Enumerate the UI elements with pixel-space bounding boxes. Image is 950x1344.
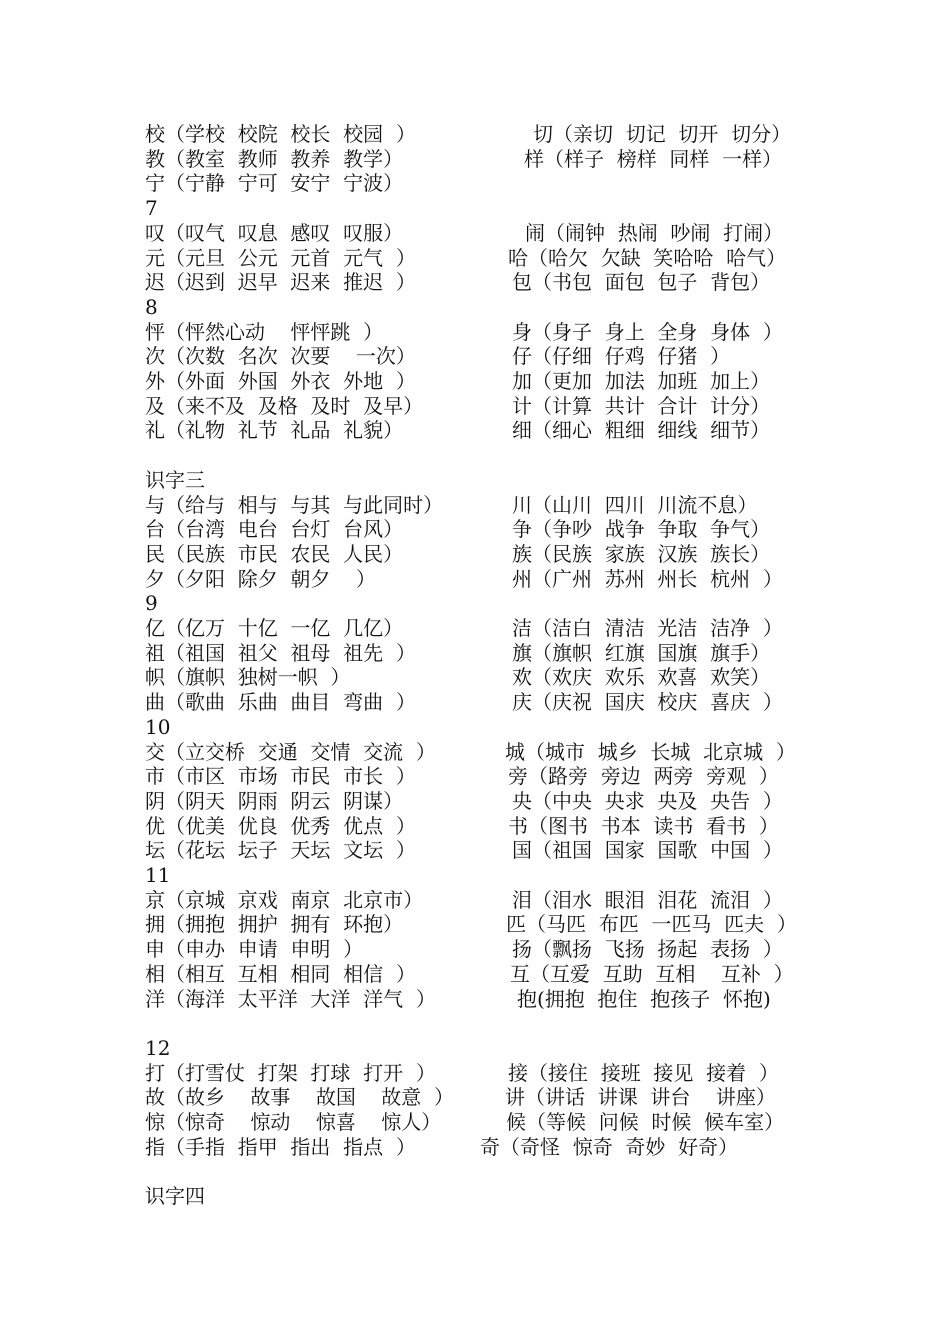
- text-line-left: 8: [145, 294, 158, 319]
- text-line-right: 闹（闹钟 热闹 吵闹 打闹）: [525, 220, 784, 245]
- text-line-right: 包（书包 面包 包子 背包）: [512, 270, 771, 295]
- text-line-right: 互（互爱 互助 互相 互补 ）: [510, 961, 794, 986]
- text-line-left: 怦（怦然心动 怦怦跳 ）: [145, 319, 384, 344]
- text-line-right: 庆（庆祝 国庆 校庆 喜庆 ）: [512, 690, 783, 715]
- text-line-left: 优（优美 优良 优秀 优点 ）: [145, 813, 416, 838]
- text-line-right: 细（细心 粗细 细线 细节）: [512, 418, 771, 443]
- text-line-right: 切（亲切 切记 切开 切分）: [533, 122, 792, 146]
- text-line-left: 及（来不及 及格 及时 及早）: [145, 393, 424, 418]
- text-line-right: 扬（飘扬 飞扬 扬起 表扬 ）: [512, 937, 783, 962]
- text-line-left: 迟（迟到 迟早 迟来 推迟 ）: [145, 270, 416, 295]
- text-line-right: 候（等候 问候 时候 候车室）: [506, 1110, 785, 1134]
- text-line-left: 12: [145, 1035, 171, 1060]
- text-line-left: 识字四: [145, 1184, 205, 1209]
- text-line-right: 接（接住 接班 接见 接着 ）: [508, 1060, 779, 1085]
- text-line-right: 州（广州 苏州 州长 杭州 ）: [512, 566, 783, 591]
- text-line-left: 帜（旗帜 独树一帜 ）: [145, 665, 351, 690]
- text-line-right: 样（样子 榜样 同样 一样）: [524, 146, 783, 171]
- text-line-right: 匹（马匹 布匹 一匹马 匹夫 ）: [506, 912, 797, 937]
- text-line-right: 国（祖国 国家 国歌 中国 ）: [512, 838, 783, 863]
- text-line-left: 校（学校 校院 校长 校园 ）: [145, 122, 416, 146]
- text-line-right: 仔（仔细 仔鸡 仔猪 ）: [512, 344, 731, 369]
- text-line-left: 故（故乡 故事 故国 故意 ）: [145, 1085, 455, 1110]
- text-line-right: 央（中央 央求 央及 央告 ）: [512, 788, 783, 813]
- text-line-left: 曲（歌曲 乐曲 曲目 弯曲 ）: [145, 690, 416, 715]
- text-line-right: 族（民族 家族 汉族 族长）: [512, 541, 771, 566]
- text-line-left: 7: [145, 196, 158, 221]
- text-line-right: 奇（奇怪 惊奇 奇妙 好奇）: [480, 1134, 739, 1159]
- text-line-left: 市（市区 市场 市民 市长 ）: [145, 764, 416, 789]
- text-line-left: 台（台湾 电台 台灯 台风）: [145, 517, 404, 542]
- text-line-left: 相（相互 互相 相同 相信 ）: [145, 961, 416, 986]
- text-line-left: 叹（叹气 叹息 感叹 叹服）: [145, 220, 404, 245]
- text-line-left: 指（手指 指甲 指出 指点 ）: [145, 1134, 416, 1159]
- text-line-left: 打（打雪仗 打架 打球 打开 ）: [145, 1060, 436, 1085]
- text-line-left: 元（元旦 公元 元首 元气 ）: [145, 245, 416, 270]
- text-line-right: 抱(拥抱 抱住 抱孩子 怀抱): [517, 986, 771, 1011]
- text-line-left: 次（次数 名次 次要 一次）: [145, 344, 416, 369]
- text-line-left: 坛（花坛 坛子 天坛 文坛 ）: [145, 838, 416, 863]
- text-line-right: 泪（泪水 眼泪 泪花 流泪 ）: [512, 887, 783, 912]
- text-line-left: 与（给与 相与 与其 与此同时）: [145, 492, 444, 517]
- text-line-left: 礼（礼物 礼节 礼品 礼貌）: [145, 418, 404, 443]
- text-line-left: 祖（祖国 祖父 祖母 祖先 ）: [145, 640, 416, 665]
- text-line-right: 城（城市 城乡 长城 北京城 ）: [505, 739, 796, 764]
- text-line-left: 宁（宁静 宁可 安宁 宁波）: [145, 171, 404, 196]
- text-line-left: 京（京城 京戏 南京 北京市）: [145, 887, 424, 912]
- text-line-left: 外（外面 外国 外衣 外地 ）: [145, 369, 416, 393]
- text-line-left: 交（立交桥 交通 交情 交流 ）: [145, 739, 436, 764]
- text-line-left: 10: [145, 714, 171, 739]
- text-line-left: 11: [145, 863, 171, 887]
- text-line-left: 申（申办 申请 申明 ）: [145, 937, 364, 962]
- text-line-right: 争（争吵 战争 争取 争气）: [512, 517, 771, 542]
- text-line-right: 欢（欢庆 欢乐 欢喜 欢笑）: [512, 665, 771, 690]
- text-line-right: 计（计算 共计 合计 计分）: [512, 393, 771, 418]
- text-line-right: 川（山川 四川 川流不息）: [512, 492, 758, 517]
- text-line-left: 阴（阴天 阴雨 阴云 阴谋）: [145, 788, 404, 813]
- text-line-right: 讲（讲话 讲课 讲台 讲座）: [505, 1085, 776, 1110]
- text-line-right: 旁（路旁 旁边 两旁 旁观 ）: [508, 764, 779, 789]
- text-line-left: 民（民族 市民 农民 人民）: [145, 541, 404, 566]
- text-line-right: 身（身子 身上 全身 身体 ）: [512, 319, 783, 344]
- text-line-right: 洁（洁白 清洁 光洁 洁净 ）: [512, 616, 783, 640]
- text-line-left: 惊（惊奇 惊动 惊喜 惊人）: [145, 1110, 442, 1134]
- text-line-right: 旗（旗帜 红旗 国旗 旗手）: [512, 640, 771, 665]
- text-line-right: 书（图书 书本 读书 看书 ）: [508, 813, 779, 838]
- text-line-left: 9: [145, 591, 158, 616]
- text-line-left: 教（教室 教师 教养 教学）: [145, 146, 404, 171]
- text-line-left: 识字三: [145, 467, 205, 492]
- text-line-left: 洋（海洋 太平洋 大洋 洋气 ）: [145, 986, 436, 1011]
- text-line-left: 拥（拥抱 拥护 拥有 环抱）: [145, 912, 404, 937]
- text-line-right: 加（更加 加法 加班 加上）: [512, 369, 771, 393]
- text-line-right: 哈（哈欠 欠缺 笑哈哈 哈气）: [508, 245, 787, 270]
- text-line-left: 亿（亿万 十亿 一亿 几亿）: [145, 616, 404, 640]
- text-line-left: 夕（夕阳 除夕 朝夕 ）: [145, 566, 376, 591]
